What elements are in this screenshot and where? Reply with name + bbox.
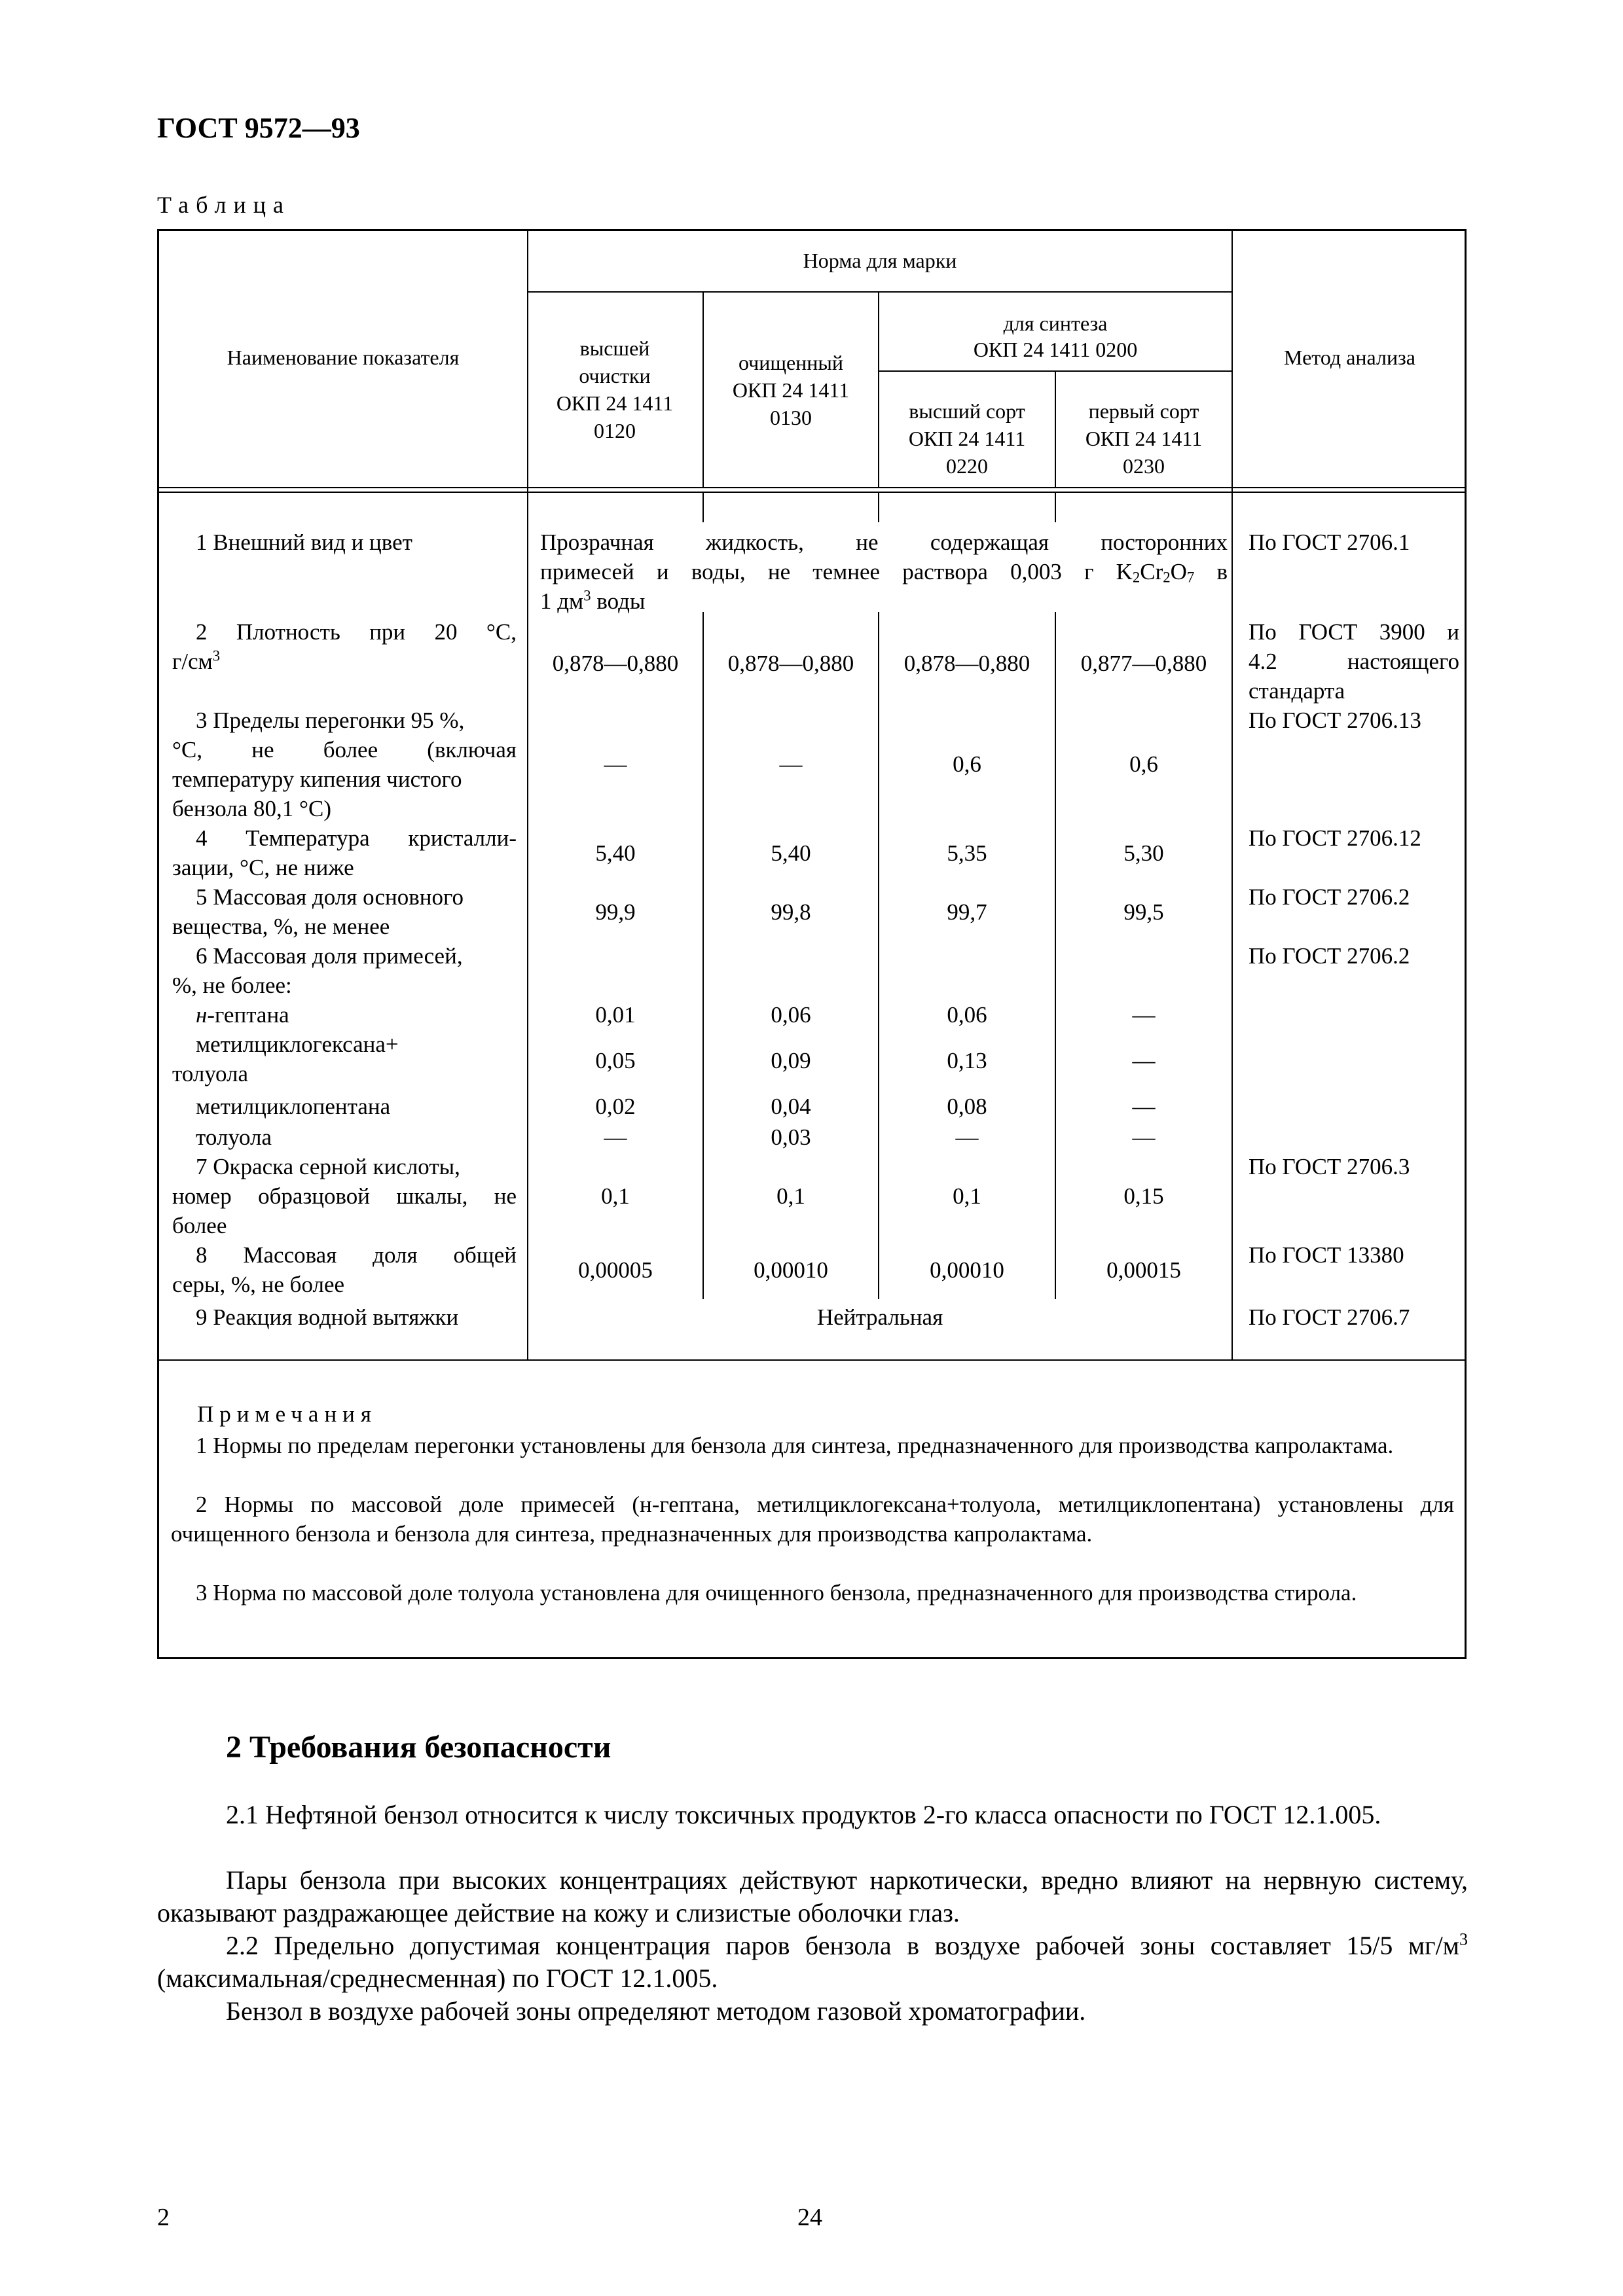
- header-double-line-top: [159, 487, 1467, 488]
- row-8-method: По ГОСТ 13380: [1249, 1242, 1404, 1268]
- row-6d-value-3: —: [955, 1124, 979, 1150]
- row-6-method: По ГОСТ 2706.2: [1249, 943, 1410, 969]
- row-6c-value-2: 0,04: [771, 1094, 811, 1119]
- row-4-value-3: 5,35: [947, 840, 987, 866]
- col-line-grade-1: [702, 291, 704, 488]
- row-2-value-3: 0,878—0,880: [903, 651, 1030, 676]
- header-grade-2-okp: ОКП 24 1411 0130: [732, 378, 850, 429]
- row-6b-name-line-2: толуола: [172, 1061, 249, 1086]
- row-2-method-line-2: 4.2 настоящего: [1249, 649, 1459, 674]
- row-6-name-line-1: 6 Массовая доля примесей,: [196, 943, 463, 969]
- header-grade-4-name: первый сорт: [1088, 399, 1199, 423]
- row-9-merged-value: Нейтральная: [816, 1304, 943, 1330]
- specification-table: [157, 229, 1467, 1659]
- body-col-line-1: [702, 493, 704, 522]
- header-grade-1-name: высшей очистки: [579, 336, 651, 387]
- row-5-name-line-1: 5 Массовая доля основного: [196, 884, 464, 910]
- row-3-value-1: —: [604, 751, 627, 777]
- row-2-name-line-2: $г/см^3$: [172, 647, 221, 674]
- document-code: ГОСТ 9572—93: [157, 112, 360, 144]
- row-8-value-1: 0,00005: [578, 1257, 653, 1283]
- row-2-value-1: 0,878—0,880: [552, 651, 679, 676]
- row-6-name-line-2: %, не более:: [172, 973, 292, 998]
- row-5-value-4: 99,5: [1123, 899, 1164, 925]
- paragraph-2-1: 2.1 Нефтяной бензол относится к числу токсичных продуктов 2-го класса опасности по ГОСТ 12.1.005.: [226, 1800, 1381, 1829]
- row-1-merged-line-1: Прозрачная жидкость, не содержащая посторонних: [540, 529, 1228, 555]
- row-7-value-4: 0,15: [1123, 1183, 1164, 1209]
- row-8-value-2: 0,00010: [754, 1257, 828, 1283]
- row-5-value-2: 99,8: [771, 899, 811, 925]
- row-7-value-3: 0,1: [953, 1183, 981, 1209]
- row-8-name-line-2: серы, %, не более: [172, 1272, 345, 1297]
- row-6a-value-2: 0,06: [771, 1002, 811, 1028]
- note-3: 3 Норма по массовой доле толуола установлена для очищенного бензола, предназначенного для производства стирола.: [196, 1580, 1357, 1605]
- row-7-name-line-2: номер образцовой шкалы, не: [172, 1183, 517, 1209]
- row-1-name: 1 Внешний вид и цвет: [196, 529, 412, 555]
- row-4-value-4: 5,30: [1123, 840, 1164, 866]
- header-synthesis-name: для синтеза: [1003, 312, 1108, 335]
- col-line-grade-3: [1055, 370, 1056, 488]
- row-7-name-line-3: более: [172, 1213, 227, 1238]
- row-4-value-1: 5,40: [595, 840, 636, 866]
- body-col-line-3: [1055, 493, 1056, 522]
- notes-title: Примечания: [197, 1401, 378, 1427]
- row-2-value-4: 0,877—0,880: [1080, 651, 1207, 676]
- page-number-left: 2: [157, 2204, 170, 2231]
- row-3-name-line-3: температуру кипения чистого: [172, 766, 462, 792]
- paragraph-method: Бензол в воздухе рабочей зоны определяют методом газовой хроматографии.: [226, 1996, 1086, 2026]
- row-6d-value-4: —: [1132, 1124, 1156, 1150]
- row-6b-value-2: 0,09: [771, 1048, 811, 1073]
- row-3-name-line-2: °С, не более (включая: [172, 737, 517, 762]
- header-method: Метод анализа: [1284, 346, 1415, 369]
- row-2-name-line-1: 2 Плотность при 20 °С,: [196, 619, 517, 645]
- row-7-value-1: 0,1: [601, 1183, 630, 1209]
- header-grade-2-name: очищенный: [738, 351, 844, 374]
- row-6c-value-1: 0,02: [595, 1094, 636, 1119]
- row-3-value-3: 0,6: [953, 751, 981, 777]
- table-caption: Таблица: [157, 192, 291, 218]
- row-6a-value-3: 0,06: [947, 1002, 987, 1028]
- row-6a-name: н-гептана: [196, 1002, 289, 1028]
- header-grade-3-okp: ОКП 24 1411 0220: [908, 427, 1026, 478]
- row-6b-name-line-1: метилциклогексана+: [196, 1031, 399, 1057]
- row-9-name: 9 Реакция водной вытяжки: [196, 1304, 459, 1330]
- row-8-name-line-1: 8 Массовая доля общей: [196, 1242, 517, 1268]
- row-6d-value-1: —: [604, 1124, 627, 1150]
- row-6d-value-2: 0,03: [771, 1124, 811, 1150]
- row-7-method: По ГОСТ 2706.3: [1249, 1154, 1410, 1179]
- row-3-value-4: 0,6: [1129, 751, 1158, 777]
- row-3-name-line-4: бензола 80,1 °С): [172, 796, 332, 821]
- row-6a-value-1: 0,01: [595, 1002, 636, 1028]
- row-5-name-line-2: вещества, %, не менее: [172, 914, 390, 939]
- header-double-line-bottom: [159, 492, 1467, 493]
- row-3-method: По ГОСТ 2706.13: [1249, 708, 1421, 733]
- row-6b-value-3: 0,13: [947, 1048, 987, 1073]
- body-col-line-2: [878, 493, 879, 522]
- row-6c-value-3: 0,08: [947, 1094, 987, 1119]
- header-norm-group: Норма для марки: [803, 249, 957, 272]
- row-2-method-line-3: стандарта: [1249, 678, 1345, 704]
- row-4-name-line-1: 4 Температура кристалли-: [196, 825, 517, 851]
- row-4-method: По ГОСТ 2706.12: [1249, 825, 1421, 851]
- header-grade-1-okp: ОКП 24 1411 0120: [556, 391, 674, 442]
- row-5-value-3: 99,7: [947, 899, 987, 925]
- note-2: 2 Нормы по массовой доле примесей (н-гептана, метилциклогексана+толуола, метилциклопентана) установлены для очищенного бензола и бензола для синтеза, предназначенных для производства капролактама.: [171, 1492, 1454, 1547]
- row-5-value-1: 99,9: [595, 899, 636, 925]
- header-grade-3-name: высший сорт: [909, 399, 1025, 423]
- notes-separator: [159, 1359, 1467, 1361]
- row-6c-value-4: —: [1132, 1094, 1156, 1119]
- row-1-merged-line-2: примесей и воды, не темнее раствора 0,003 г $K_2Cr_2O_7$ в: [540, 559, 1228, 586]
- row-7-name-line-1: 7 Окраска серной кислоты,: [196, 1154, 460, 1179]
- header-indicator: Наименование показателя: [227, 346, 460, 369]
- row-1-method: По ГОСТ 2706.1: [1249, 529, 1410, 555]
- row-8-value-3: 0,00010: [930, 1257, 1004, 1283]
- row-3-value-2: —: [779, 751, 803, 777]
- col-line-method: [1231, 231, 1233, 1360]
- page-number-center: 24: [797, 2204, 822, 2231]
- note-1: 1 Нормы по пределам перегонки установлены для бензола для синтеза, предназначенного для производства капролактама.: [196, 1433, 1394, 1458]
- row-4-value-2: 5,40: [771, 840, 811, 866]
- row-2-value-2: 0,878—0,880: [727, 651, 854, 676]
- header-synthesis-okp: ОКП 24 1411 0200: [973, 338, 1138, 361]
- row-6a-value-4: —: [1132, 1002, 1156, 1028]
- row-9-method: По ГОСТ 2706.7: [1249, 1304, 1410, 1330]
- row-7-value-2: 0,1: [776, 1183, 805, 1209]
- row-line-norm-group: [527, 291, 1231, 293]
- row-6d-name: толуола: [196, 1124, 272, 1150]
- row-6b-value-4: —: [1132, 1048, 1156, 1073]
- row-6c-name: метилциклопентана: [196, 1094, 391, 1119]
- row-3-name-line-1: 3 Пределы перегонки 95 %,: [196, 708, 465, 733]
- section-heading: 2 Требования безопасности: [226, 1730, 611, 1765]
- row-6b-value-1: 0,05: [595, 1048, 636, 1073]
- paragraph-vapors: Пары бензола при высоких концентрациях действуют наркотически, вредно влияют на нервную систему, оказывают раздражающее действие на кожу и слизистые оболочки глаз.: [157, 1865, 1468, 1928]
- row-2-method-line-1: По ГОСТ 3900 и: [1249, 619, 1459, 645]
- paragraph-2-2: 2.2 Предельно допустимая концентрация паров бензола в воздухе рабочей зоны составляет 15/5 $мг/м^3$ (максимальная/среднесменная) по ГОСТ 12.1.005.: [157, 1929, 1468, 1993]
- header-grade-4-okp: ОКП 24 1411 0230: [1085, 427, 1203, 478]
- row-8-value-4: 0,00015: [1106, 1257, 1181, 1283]
- row-5-method: По ГОСТ 2706.2: [1249, 884, 1410, 910]
- row-4-name-line-2: зации, °С, не ниже: [172, 855, 354, 880]
- row-1-merged-line-3: 1 $дм^3$ воды: [540, 587, 646, 614]
